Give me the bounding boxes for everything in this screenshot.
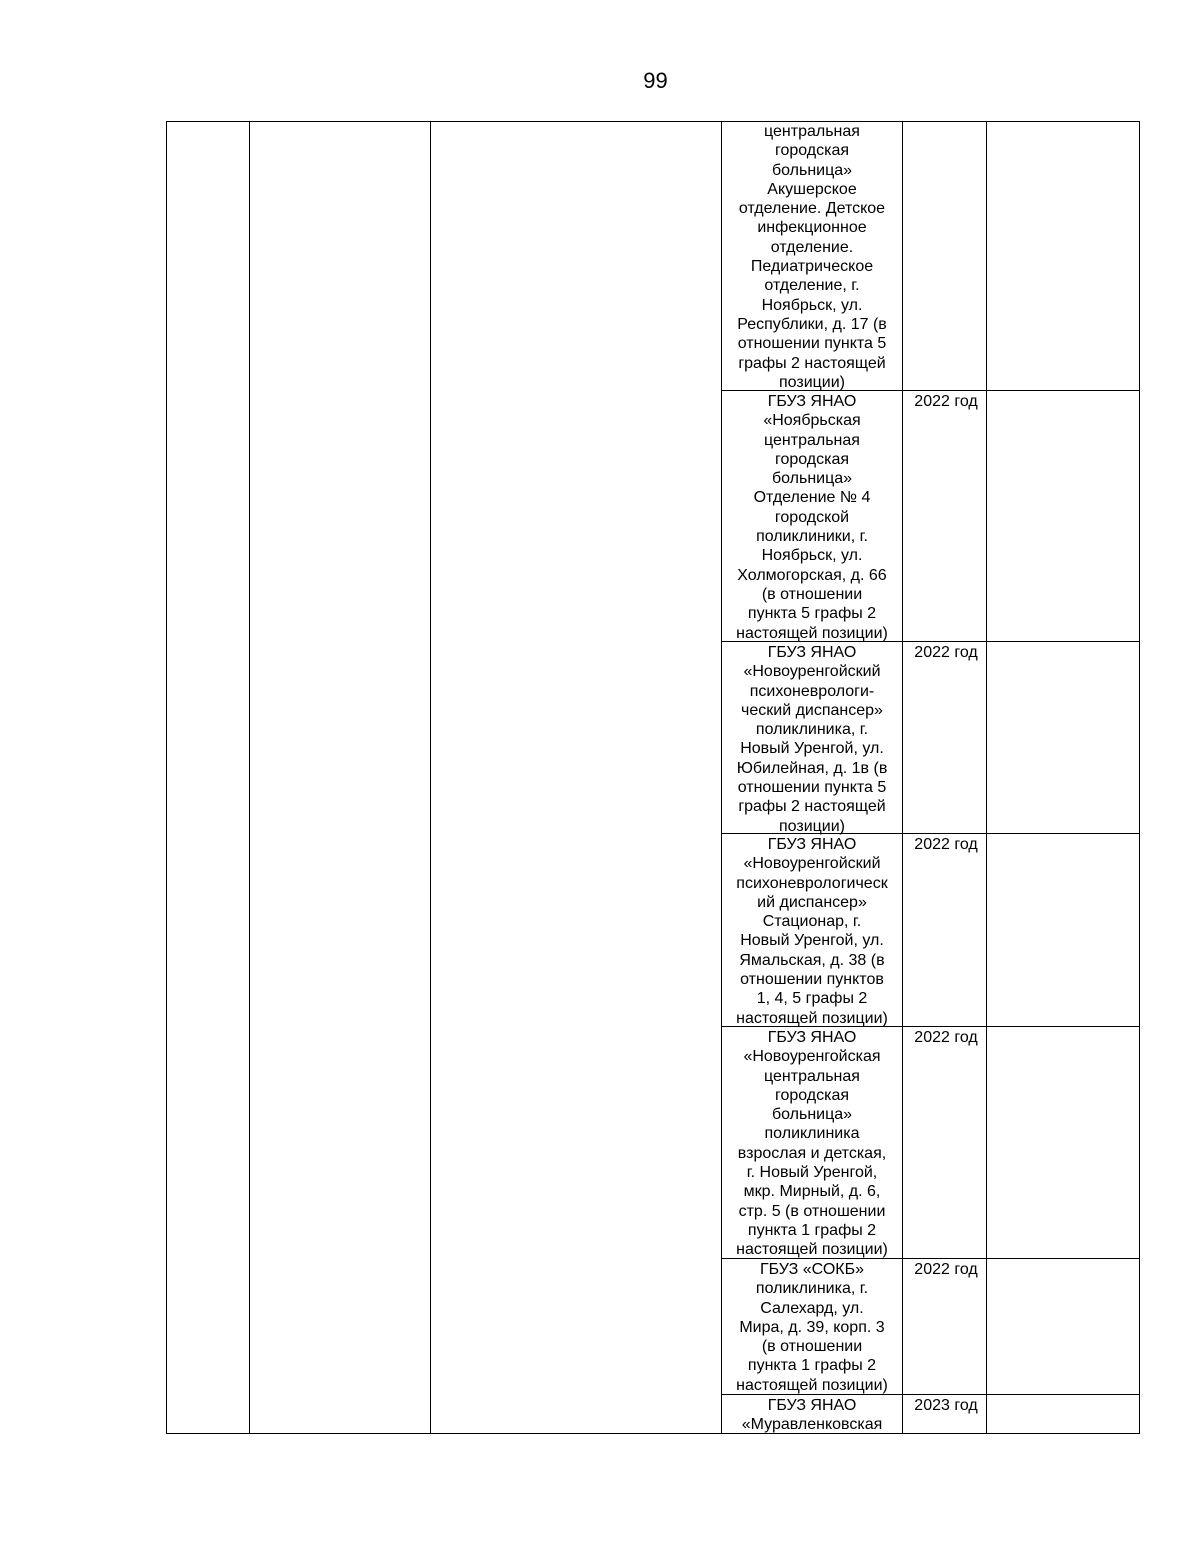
year-cell: 2022 год (914, 1029, 978, 1046)
year-cell: 2023 год (914, 1397, 978, 1414)
table-top-border (166, 121, 1140, 122)
table-bottom-border (166, 1433, 1140, 1434)
organization-cell: ГБУЗ ЯНАО «Ноябрьская центральная городская больница» Отделение № 4 городской поликлиники, г. Ноябрьск, ул. Холмогорская, д. 66 (в отношении пункта 5 графы 2 настоящей позиции) (736, 393, 888, 642)
document-table (166, 121, 1140, 1434)
column-border (166, 121, 167, 1434)
year-cell: 2022 год (914, 393, 978, 410)
year-cell: 2022 год (914, 836, 978, 853)
year-cell: 2022 год (914, 1261, 978, 1278)
organization-cell: центральная городская больница» Акушерское отделение. Детское инфекционное отделение. Педиатрическое отделение, г. Ноябрьск, ул. Республики, д. 17 (в отношении пункта 5 графы 2 настоящей позиции) (737, 123, 887, 391)
organization-cell: ГБУЗ ЯНАО «Новоуренгойский психоневрологи- ческий диспансер» поликлиника, г. Новый Уренгой, ул. Юбилейная, д. 1в (в отношении пункта 5 графы 2 настоящей позиции) (736, 644, 888, 835)
organization-cell: ГБУЗ «СОКБ» поликлиника, г. Салехард, ул. Мира, д. 39, корп. 3 (в отношении пункта 1 графы 2 настоящей позиции) (736, 1261, 888, 1394)
organization-cell: ГБУЗ ЯНАО «Новоуренгойский психоневрологическ ий диспансер» Стационар, г. Новый Уренгой, ул. Ямальская, д. 38 (в отношении пунктов 1, 4, 5 графы 2 настоящей позиции) (736, 836, 888, 1027)
column-border (986, 121, 987, 1434)
organization-cell: ГБУЗ ЯНАО «Новоуренгойская центральная городская больница» поликлиника взрослая и детская, г. Новый Уренгой, мкр. Мирный, д. 6, стр. 5 (в отношении пункта 1 графы 2 настоящей позиции) (736, 1029, 888, 1259)
column-border (1139, 121, 1140, 1434)
column-border (430, 121, 431, 1434)
organization-cell: ГБУЗ ЯНАО «Муравленковская (741, 1397, 883, 1434)
column-border (249, 121, 250, 1434)
page-number: 99 (643, 68, 668, 93)
year-cell: 2022 год (914, 644, 978, 661)
column-border (902, 121, 903, 1434)
